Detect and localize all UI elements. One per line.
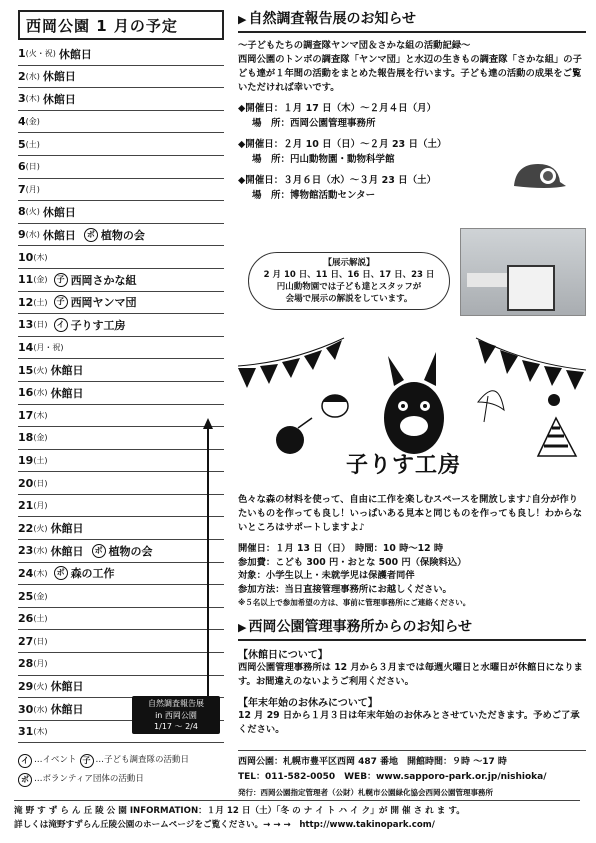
day-number: 15 [18, 363, 34, 377]
day-closed: 休館日 [42, 92, 76, 106]
activity-mark-icon: ボ [92, 544, 106, 558]
activity-label: 森の工作 [70, 567, 115, 581]
workshop-method: 参加方法：当日直接管理事務所にお越しください。 [238, 583, 452, 595]
exhibit-explanation-bubble [248, 252, 450, 310]
workshop-description: 色々な森の材料を使って、自由に工作を楽しむスペースを開放します♪自分が作りたいものを作っても良し！いっぱいある見本と同じものを作っても良し！わからないところはサポートしますよ♪ [238, 494, 582, 533]
calendar-legend [18, 751, 232, 789]
day-weekday: (火) [25, 207, 40, 217]
calendar-day-7 [18, 179, 224, 202]
activity-label: 植物の会 [108, 544, 153, 558]
calendar-day-6 [18, 156, 224, 179]
day-weekday: (日) [33, 320, 48, 330]
day-weekday: (日) [25, 162, 40, 172]
day-number: 14 [18, 341, 34, 355]
calendar-list [18, 43, 224, 743]
mgmt-section-title [238, 616, 586, 641]
closed-days-heading: 【休館日について】 [238, 650, 328, 661]
day-weekday: (火) [33, 681, 48, 691]
calendar-title: 西岡公園 1 月の予定 [18, 10, 224, 40]
day-weekday: (木) [33, 252, 48, 262]
activity-mark-icon: ボ [84, 228, 98, 242]
bubble-line2: 円山動物園では子ども達とスタッフが [276, 282, 422, 292]
schedule-date: ◆開催日：３月６日（水）～３月 23 日（土） [238, 175, 437, 186]
calendar-day-17 [18, 405, 224, 428]
calendar-day-18 [18, 427, 224, 450]
calendar-day-29 [18, 676, 224, 699]
day-weekday: (月) [33, 501, 48, 511]
workshop-date: 開催日：１月 13 日（日） 時間：10 時～12 時 [238, 543, 444, 554]
calendar-day-27 [18, 630, 224, 653]
calendar-day-14 [18, 337, 224, 360]
day-closed: 休館日 [58, 47, 92, 61]
day-number: 24 [18, 566, 34, 580]
schedule-date: ◆開催日：１月 17 日（木）～２月４日（月） [238, 103, 437, 114]
calendar-day-21 [18, 495, 224, 518]
activity-label: 西岡ヤンマ団 [70, 296, 137, 310]
bubble-line1: 2 月 10 日、11 日、16 日、17 日、23 日 [263, 270, 435, 280]
calendar-day-12 [18, 292, 224, 315]
day-number: 12 [18, 295, 34, 309]
day-weekday: (金) [33, 275, 48, 285]
day-weekday: (水) [25, 230, 40, 240]
day-closed: 休館日 [50, 544, 84, 558]
day-closed: 休館日 [50, 703, 84, 717]
nature-body: 西岡公園のトンボの調査隊「ヤンマ団」と水辺の生きもの調査隊「さかな組」の子ども達が１年間の活動をまとめた報告展を行います。子ども達の活動の成果をご覧いただければ幸いです。 [238, 54, 582, 93]
calendar-day-10 [18, 246, 224, 269]
takino-info [14, 800, 580, 832]
exhibit-arrow [207, 428, 209, 696]
mgmt-title-text: 西岡公園管理事務所からのお知らせ [248, 619, 473, 635]
nature-title-text: 自然調査報告展のお知らせ [248, 11, 417, 27]
day-weekday: (月) [33, 659, 48, 669]
photo-sign [507, 265, 555, 311]
day-number: 29 [18, 679, 34, 693]
calendar-day-28 [18, 653, 224, 676]
bubble-title: 【展示解説】 [323, 258, 375, 268]
activity-label: 植物の会 [100, 228, 145, 242]
workshop-illustration [238, 336, 586, 496]
nature-schedule-1 [238, 101, 586, 131]
calendar-day-1 [18, 43, 224, 66]
nature-section-title [238, 8, 586, 33]
day-number: 25 [18, 589, 34, 603]
triangle-icon: ▶ [238, 621, 247, 634]
calendar-day-5 [18, 133, 224, 156]
day-number: 3 [18, 92, 26, 106]
calendar-day-20 [18, 472, 224, 495]
day-weekday: (月) [25, 184, 40, 194]
day-number: 11 [18, 273, 34, 287]
volunteer-mark-icon: ボ [18, 773, 32, 787]
exhibit-box-line3: 1/17 ～ 2/4 [154, 722, 198, 731]
activity-mark-icon: 子 [54, 273, 68, 287]
day-number: 21 [18, 499, 34, 513]
activity-label: 西岡さかな組 [70, 273, 137, 287]
activity-mark-icon: ボ [54, 566, 68, 580]
calendar-day-13 [18, 314, 224, 337]
activity-label: 子りす工房 [70, 318, 126, 332]
day-weekday: (土) [33, 614, 48, 624]
schedule-place: 場 所：博物館活動センター [252, 190, 376, 201]
publisher-line: 発行：西岡公園指定管理者（公財）札幌市公園緑化協会西岡公園管理事務所 [238, 788, 493, 797]
day-number: 26 [18, 612, 34, 626]
day-weekday: (木) [25, 94, 40, 104]
exhibit-box-line1: 自然調査報告展 [148, 699, 204, 708]
calendar-day-16 [18, 382, 224, 405]
day-weekday: (金) [25, 117, 40, 127]
photo-table [467, 273, 507, 287]
triangle-icon: ▶ [238, 13, 247, 26]
day-number: 9 [18, 228, 26, 242]
event-mark-icon: イ [18, 754, 32, 768]
day-number: 13 [18, 318, 34, 332]
cap-icon [508, 156, 568, 200]
address-line: 西岡公園：札幌市豊平区西岡 487 番地 開館時間：９時 ～17 時 [238, 757, 507, 767]
day-weekday: (土) [25, 139, 40, 149]
calendar-day-4 [18, 111, 224, 134]
calendar-day-26 [18, 608, 224, 631]
footer-address [238, 750, 586, 800]
workshop-logo-text: 子りす工房 [346, 453, 462, 478]
day-weekday: (水) [25, 71, 40, 81]
day-closed: 休館日 [42, 228, 76, 242]
day-number: 22 [18, 521, 34, 535]
schedule-date: ◆開催日：２月 10 日（日）～２月 23 日（土） [238, 139, 447, 150]
day-weekday: (日) [33, 636, 48, 646]
kids-mark-icon: 子 [80, 754, 94, 768]
day-closed: 休館日 [50, 522, 84, 536]
exhibit-photo [460, 228, 586, 316]
contact-line: TEL：011-582-0050 WEB：www.sapporo-park.or.jp/nishioka/ [238, 772, 547, 782]
calendar-day-8 [18, 201, 224, 224]
day-number: 30 [18, 702, 34, 716]
day-closed: 休館日 [42, 70, 76, 84]
day-number: 8 [18, 205, 26, 219]
new-year-text: 12 月 29 日から１月３日は年末年始のお休みとさせていただきます。予めご了承ください。 [238, 710, 580, 735]
day-number: 23 [18, 544, 34, 558]
legend-kids: …子ども調査隊の活動日 [95, 755, 190, 765]
day-number: 28 [18, 657, 34, 671]
day-number: 1 [18, 47, 26, 61]
activity-mark-icon: 子 [54, 295, 68, 309]
day-number: 27 [18, 634, 34, 648]
day-number: 18 [18, 431, 34, 445]
day-weekday: (土) [33, 297, 48, 307]
calendar-day-15 [18, 359, 224, 382]
calendar-day-23 [18, 540, 224, 563]
day-weekday: (金) [33, 433, 48, 443]
day-number: 31 [18, 725, 34, 739]
closed-days-text: 西岡公園管理事務所は 12 月から３月までは毎週火曜日と水曜日が休館日になります。お間違えのないようご利用ください。 [238, 662, 583, 687]
calendar-day-9 [18, 224, 224, 247]
day-closed: 休館日 [50, 680, 84, 694]
day-number: 5 [18, 137, 26, 151]
management-notice [238, 616, 586, 737]
day-number: 16 [18, 386, 34, 400]
day-weekday: (木) [33, 410, 48, 420]
day-weekday: (火) [33, 523, 48, 533]
workshop-target: 対象：小学生以上・未就学児は保護者同伴 [238, 570, 415, 581]
exhibit-period-box [132, 696, 220, 734]
calendar-day-11 [18, 269, 224, 292]
day-closed: 休館日 [50, 364, 84, 378]
day-number: 2 [18, 69, 26, 83]
day-number: 7 [18, 182, 26, 196]
day-weekday: (水) [33, 546, 48, 556]
calendar-day-3 [18, 88, 224, 111]
calendar-day-22 [18, 517, 224, 540]
day-closed: 休館日 [50, 386, 84, 400]
calendar-day-19 [18, 450, 224, 473]
calendar-day-24 [18, 563, 224, 586]
exhibit-box-line2: in 西岡公園 [155, 710, 197, 720]
day-weekday: (金) [33, 591, 48, 601]
workshop-details [238, 542, 586, 610]
day-number: 19 [18, 453, 34, 467]
day-number: 10 [18, 250, 34, 264]
day-weekday: (木) [33, 568, 48, 578]
takino-info-line2: 詳しくは滝野すずらん丘陵公園のホームページをご覧ください。→ → → http://www.takinopark.com/ [14, 820, 435, 830]
takino-info-line1: 滝 野 す ず ら ん 丘 陵 公 園 INFORMATION：１月 12 日（土）「冬 の ナ イ ト ハ イ ク」が 開 催 さ れ ま す。 [14, 806, 465, 816]
new-year-heading: 【年末年始のお休みについて】 [238, 698, 378, 709]
bubble-line3: 会場で展示の解説をしています。 [285, 294, 413, 304]
schedule-place: 場 所：円山動物園・動物科学館 [252, 154, 395, 165]
calendar-day-25 [18, 585, 224, 608]
calendar-day-2 [18, 66, 224, 89]
right-column [238, 8, 586, 797]
activity-mark-icon: イ [54, 318, 68, 332]
workshop-note: ※５名以上で参加希望の方は、事前に管理事務所にご連絡ください。 [238, 598, 471, 607]
day-weekday: (水) [33, 704, 48, 714]
day-weekday: (水) [33, 388, 48, 398]
day-closed: 休館日 [42, 205, 76, 219]
day-weekday: (月・祝) [33, 343, 64, 353]
day-number: 17 [18, 408, 34, 422]
schedule-place: 場 所：西岡公園管理事務所 [252, 118, 376, 129]
legend-volunteer: …ボランティア団体の活動日 [34, 774, 144, 784]
legend-event: …イベント [34, 755, 77, 765]
day-weekday: (日) [33, 478, 48, 488]
day-number: 4 [18, 115, 26, 129]
day-weekday: (木) [33, 727, 48, 737]
day-weekday: (火・祝) [25, 49, 56, 59]
day-weekday: (火) [33, 365, 48, 375]
nature-subtitle: ～子どもたちの調査隊ヤンマ団＆さかな組の活動記録～ [238, 40, 471, 51]
day-number: 20 [18, 476, 34, 490]
workshop-fee: 参加費：こども 300 円・おとな 500 円（保険料込） [238, 556, 467, 568]
day-number: 6 [18, 160, 26, 174]
day-weekday: (土) [33, 455, 48, 465]
